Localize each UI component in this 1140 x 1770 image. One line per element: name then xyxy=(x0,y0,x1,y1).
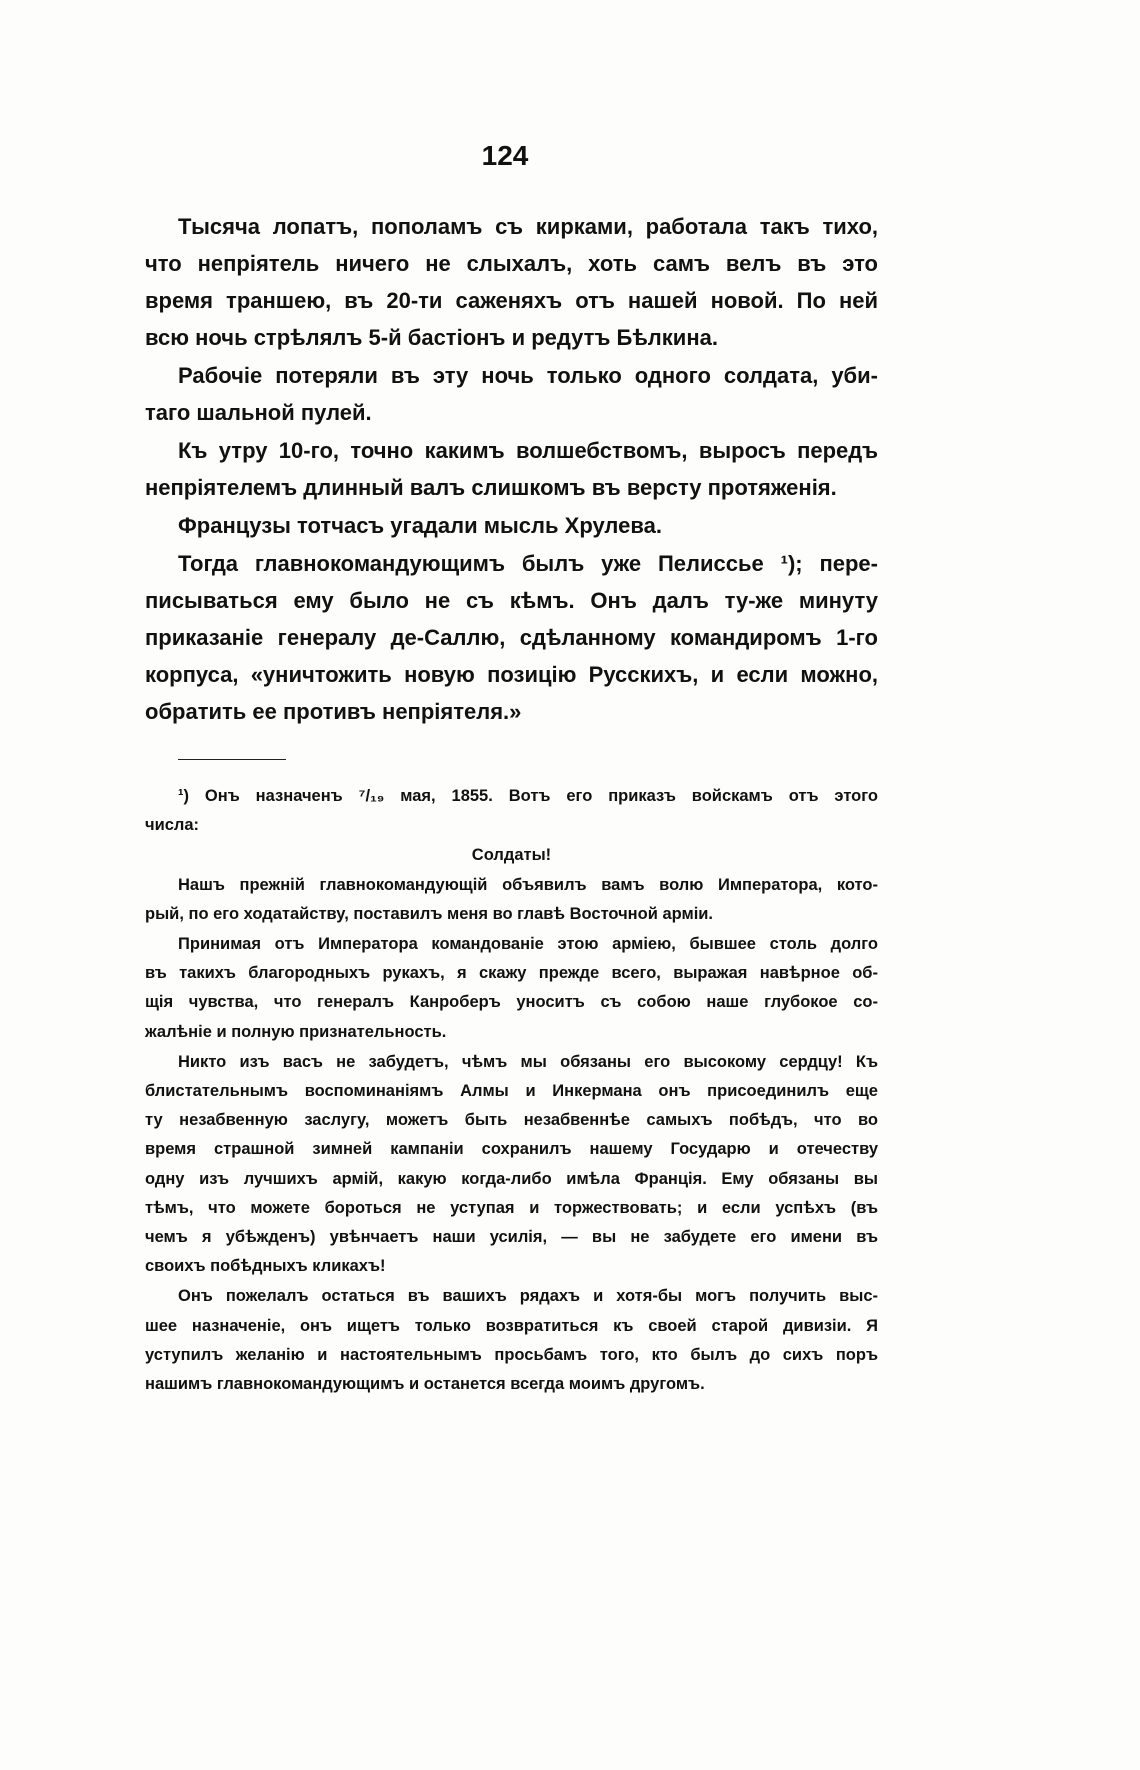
footnote-intro xyxy=(145,782,878,840)
text-line: щія чувства, что генералъ Канроберъ уноситъ съ собою наше глубокое со- xyxy=(145,993,878,1012)
text-line: Никто изъ васъ не забудетъ, чѣмъ мы обязаны его высокому сердцу! Къ xyxy=(178,1052,878,1071)
footnote-heading: Солдаты! xyxy=(471,846,552,865)
footnote xyxy=(145,782,878,1400)
text-line: Французы тотчасъ угадали мысль Хрулева. xyxy=(178,513,662,538)
text-line: Тысяча лопатъ, пополамъ съ кирками, работала такъ тихо, xyxy=(178,214,878,239)
text-line: одну изъ лучшихъ армій, какую когда-либо имѣла Франція. Ему обязаны вы xyxy=(145,1169,878,1188)
paragraph xyxy=(145,208,878,356)
footnote-paragraph xyxy=(145,1282,878,1399)
text-line: нашимъ главнокомандующимъ и останется всегда моимъ другомъ. xyxy=(145,1375,705,1394)
text-line: Къ утру 10-го, точно какимъ волшебствомъ, выросъ передъ xyxy=(178,438,878,463)
footnote-paragraph xyxy=(145,1048,878,1282)
text-line: чемъ я убѣжденъ) увѣнчаетъ наши усилія, — вы не забудете его имени въ xyxy=(145,1228,878,1247)
text-line: ¹) Онъ назначенъ ⁷/₁₉ мая, 1855. Вотъ его приказъ войскамъ отъ этого xyxy=(178,787,878,805)
text-line: Тогда главнокомандующимъ былъ уже Пелиссье ¹); пере- xyxy=(178,551,878,576)
text-line: время страшной зимней кампаніи сохранилъ нашему Государю и отечеству xyxy=(145,1140,878,1159)
text-line: рый, по его ходатайству, поставилъ меня во главѣ Восточной арміи. xyxy=(145,904,714,923)
text-line: ту незабвенную заслугу, можетъ быть незабвеннѣе самыхъ побѣдъ, что во xyxy=(145,1111,878,1130)
text-line: числа: xyxy=(145,816,200,835)
text-line: тѣмъ, что можете бороться не уступая и торжествовать; и если успѣхъ (въ xyxy=(145,1198,878,1217)
text-line: своихъ побѣдныхъ кликахъ! xyxy=(145,1257,386,1276)
text-line: въ такихъ благородныхъ рукахъ, я скажу прежде всего, выражая навѣрное об- xyxy=(145,964,878,983)
text-line: что непріятель ничего не слыхалъ, хоть самъ велъ въ это xyxy=(145,251,878,276)
text-line: Нашъ прежній главнокомандующій объявилъ вамъ волю Императора, кото- xyxy=(178,875,878,894)
text-line: непріятелемъ длинный валъ слишкомъ въ версту протяженія. xyxy=(145,475,837,500)
footnote-paragraph xyxy=(145,871,878,929)
paragraph xyxy=(145,432,878,506)
text-line: Принимая отъ Императора командованіе этою арміею, бывшее столь долго xyxy=(178,935,878,954)
text-line: уступилъ желанію и настоятельнымъ просьбамъ того, кто былъ до сихъ поръ xyxy=(145,1345,878,1364)
paragraph xyxy=(145,507,878,544)
text-line: блистательнымъ воспоминаніямъ Алмы и Инкермана онъ присоединилъ еще xyxy=(145,1082,878,1101)
footnote-paragraph xyxy=(145,930,878,1047)
paragraph xyxy=(145,545,878,730)
text-line: Рабочіе потеряли въ эту ночь только одного солдата, уби- xyxy=(178,363,878,388)
text-line: жалѣніе и полную признательность. xyxy=(145,1022,447,1041)
text-line: таго шальной пулей. xyxy=(145,400,372,425)
text-line: приказаніе генералу де-Саллю, сдѣланному командиромъ 1-го xyxy=(145,625,878,650)
text-line: шее назначеніе, онъ ищетъ только возвратиться къ своей старой дивизіи. Я xyxy=(145,1316,878,1335)
text-line: писываться ему было не съ кѣмъ. Онъ далъ ту-же минуту xyxy=(145,588,878,613)
text-line: корпуса, «уничтожить новую позицію Русскихъ, и если можно, xyxy=(145,662,878,687)
footnote-divider xyxy=(178,759,286,760)
page-number: 124 xyxy=(481,140,529,171)
text-line: время траншею, въ 20-ти саженяхъ отъ нашей новой. По ней xyxy=(145,288,878,313)
text-line: Онъ пожелалъ остаться въ вашихъ рядахъ и хотя-бы могъ получить выс- xyxy=(178,1287,878,1306)
main-text xyxy=(145,208,878,731)
paragraph xyxy=(145,357,878,431)
text-line: всю ночь стрѣлялъ 5-й бастіонъ и редутъ Бѣлкина. xyxy=(145,325,718,350)
text-line: обратить ее противъ непріятеля.» xyxy=(145,699,522,724)
